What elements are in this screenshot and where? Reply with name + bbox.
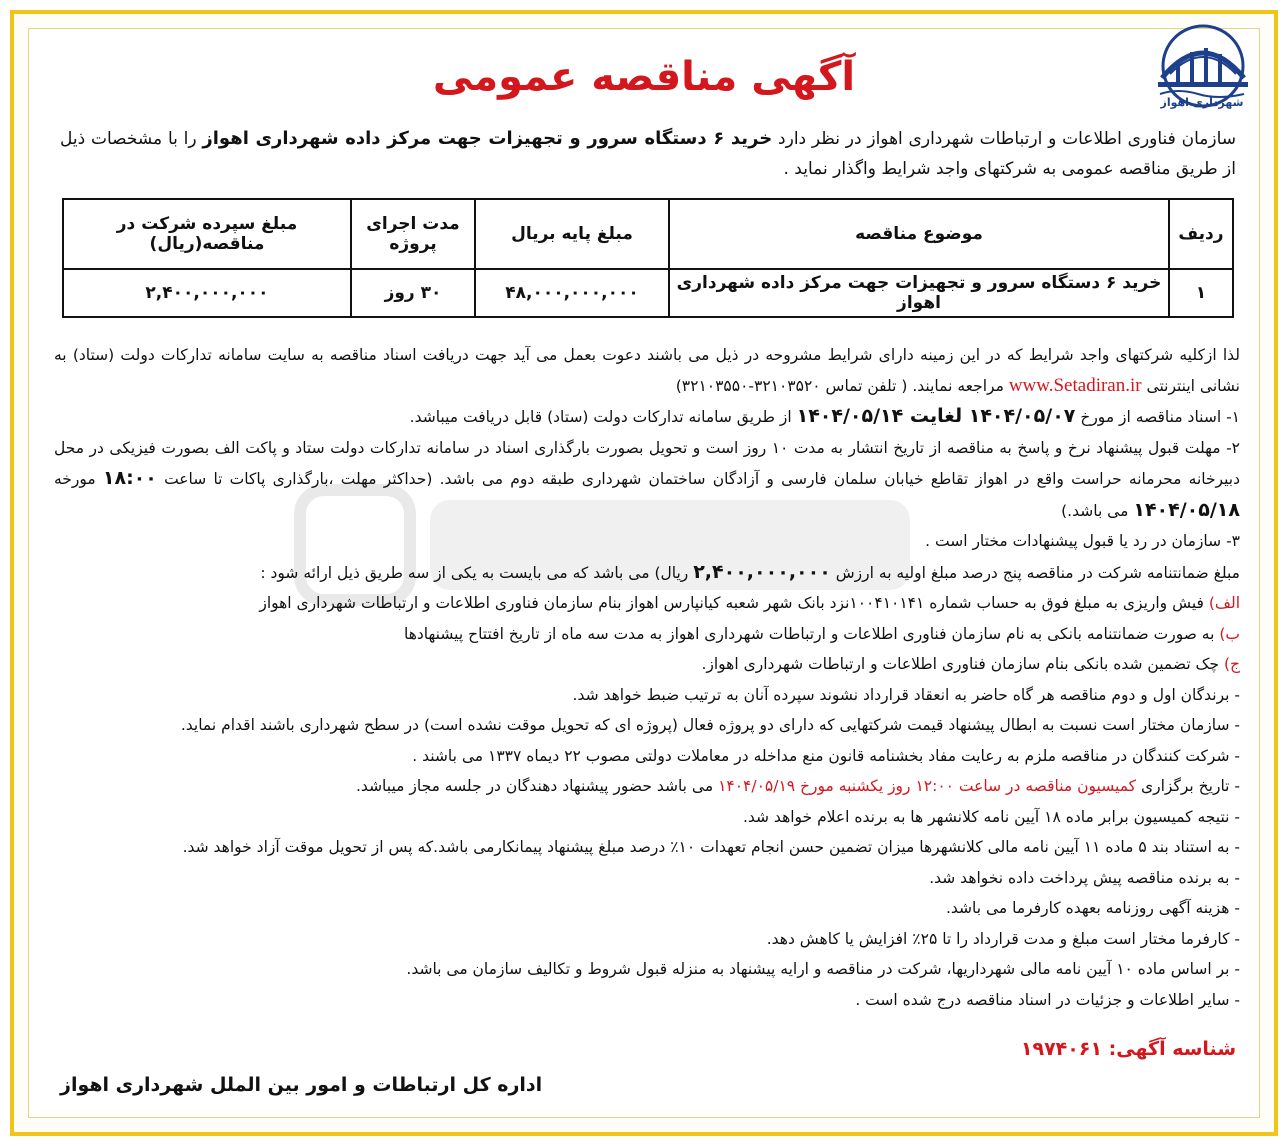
bullet-5: - نتیجه کمیسیون برابر ماده ۱۸ آیین نامه کلانشهر ها به برنده اعلام خواهد شد. xyxy=(742,807,1240,826)
item-2-tail: می باشد.) xyxy=(1061,501,1134,520)
bullet-1: - برندگان اول و دوم مناقصه هر گاه حاضر به انعقاد قرارداد نشوند سپرده آنان به ترتیب ضبط خواهد شد. xyxy=(572,685,1240,704)
intro-after: را با مشخصات ذیل از طریق مناقصه عمومی به شرکتهای واجد شرایط واگذار نماید . xyxy=(60,129,1236,179)
issuing-organization: اداره کل ارتباطات و امور بین الملل شهرداری اهواز xyxy=(60,1074,543,1096)
bullet-4-text: - تاریخ برگزاری xyxy=(1136,777,1240,795)
cell-duration: ۳۰ روز xyxy=(351,269,475,317)
intro-bold: خرید ۶ دستگاه سرور و تجهیزات جهت مرکز داده شهرداری اهواز xyxy=(202,128,773,149)
bullet-6: - به استناد بند ۵ ماده ۱۱ آیین نامه مالی کلانشهرها میزان تضمین حسن انجام تعهدات ۱۰٪ درصد مبلغ پیشنهاد پیمانکارمی باشد.که پس از تحویل موقت آزاد خواهد شد. xyxy=(182,838,1240,856)
bullet-4-commission: کمیسیون مناقصه در ساعت ۱۲:۰۰ روز یکشنبه مورخ ۱۴۰۴/۰۵/۱۹ xyxy=(718,777,1137,795)
header-row-number: ردیف xyxy=(1169,199,1233,269)
table-row xyxy=(63,269,1233,317)
bullet-11: - سایر اطلاعات و جزئیات در اسناد مناقصه درج شده است . xyxy=(855,990,1240,1009)
item-3: ۳- سازمان در رد یا قبول پیشنهادات مختار است . xyxy=(925,532,1240,550)
invitation-text: لذا ازکلیه شرکتهای واجد شرایط که در این زمینه دارای شرایط مشروحه در ذیل می باشند دعوت بعمل می آید جهت دریافت اسناد مناقصه به سایت سامانه تدارکات دولت (ستاد) به نشانی اینترنتی xyxy=(54,346,1240,395)
option-c-label: ج) xyxy=(1223,655,1240,673)
bullet-3: - شرکت کنندگان در مناقصه ملزم به رعایت مفاد بخشنامه قانون منع مداخله در معاملات دولتی مصوب ۲۲ دیماه ۱۳۳۷ می باشند . xyxy=(412,746,1240,765)
bullet-9: - کارفرما مختار است مبلغ و مدت قرارداد را تا ۲۵٪ افزایش یا کاهش دهد. xyxy=(766,929,1240,948)
table-header-row xyxy=(63,199,1233,269)
website-link[interactable]: www.Setadiran.ir xyxy=(1008,374,1142,396)
notice-title: آگهی مناقصه عمومی xyxy=(432,54,856,100)
item-2-time: ۱۸:۰۰ xyxy=(102,467,157,489)
option-a-label: الف) xyxy=(1208,594,1240,612)
bullet-4 xyxy=(54,771,1240,802)
guarantee-amount: ۲,۴۰۰,۰۰۰,۰۰۰ xyxy=(693,560,831,583)
bullet-10: - بر اساس ماده ۱۰ آیین نامه مالی شهرداریها، شرکت در مناقصه و ارایه پیشنهاد به منزله قبول شروط و تکالیف سازمان می باشد. xyxy=(406,960,1240,978)
option-b-text: به صورت ضمانتنامه بانکی به نام سازمان فناوری اطلاعات و ارتباطات شهرداری اهواز به مدت سه ماه از تاریخ افتتاح پیشنهادها xyxy=(403,624,1220,643)
option-b-label: ب) xyxy=(1219,624,1240,643)
option-b xyxy=(54,619,1240,650)
guarantee-paragraph xyxy=(54,557,1240,589)
item-1-text: ۱- اسناد مناقصه از مورخ xyxy=(1075,408,1240,426)
intro-paragraph xyxy=(60,124,1236,184)
guarantee-tail: ریال) می باشد که می بایست به یکی از سه طریق ذیل ارائه شود : xyxy=(260,563,694,582)
logo-caption: شهرداری اهواز xyxy=(1160,96,1244,109)
ad-identifier: شناسه آگهی: ۱۹۷۴۰۶۱ xyxy=(1020,1038,1236,1060)
item-2-mid: مورخه xyxy=(54,470,103,488)
bullet-8: - هزینه آگهی روزنامه بعهده کارفرما می باشد. xyxy=(945,899,1240,917)
item-2-date: ۱۴۰۴/۰۵/۱۸ xyxy=(1133,498,1240,521)
bullet-4-tail: می باشد حضور پیشنهاد دهندگان در جلسه مجاز میباشد. xyxy=(356,777,719,795)
header-deposit: مبلغ سپرده شرکت در مناقصه(ریال) xyxy=(63,199,351,269)
bullet-7: - به برنده مناقصه پیش پرداخت داده نخواهد شد. xyxy=(929,868,1240,887)
option-c-text: چک تضمین شده بانکی بنام سازمان فناوری اطلاعات و ارتباطات شهرداری اهواز. xyxy=(701,655,1224,673)
tender-table xyxy=(62,198,1234,318)
item-2 xyxy=(54,433,1240,527)
header-subject: موضوع مناقصه xyxy=(669,199,1169,269)
cell-base-price: ۴۸,۰۰۰,۰۰۰,۰۰۰ xyxy=(475,269,669,317)
option-c xyxy=(54,649,1240,680)
option-a xyxy=(54,588,1240,619)
header-base-price: مبلغ پایه بریال xyxy=(475,199,669,269)
contact-text: مراجعه نمایند. ( تلفن تماس ۳۲۱۰۳۵۲۰-۳۲۱۰۳۵۵۰) xyxy=(675,376,1009,395)
item-2-text: ۲- مهلت قبول پیشنهاد نرخ و پاسخ به مناقصه از تاریخ انتشار به مدت ۱۰ روز است و تحویل بصورت بارگذاری اسناد در سامانه تدارکات دولت ستاد و پاکت الف بصورت فیزیکی در محل دبیرخانه محرمانه حراست واقع در اهواز تقاطع خیابان سلمان فارسی و آزادگان ساختمان شهرداری طبقه دوم می باشد. (حداکثر مهلت ،بارگذاری پاکات تا ساعت xyxy=(54,438,1241,488)
intro-before: سازمان فناوری اطلاعات و ارتباطات شهرداری اهواز در نظر دارد xyxy=(772,129,1237,149)
notice-body xyxy=(54,340,1240,1015)
item-1-tail: از طریق سامانه تدارکات دولت (ستاد) قابل دریافت میباشد. xyxy=(409,408,797,426)
item-1-dates: ۱۴۰۴/۰۵/۰۷ لغایت ۱۴۰۴/۰۵/۱۴ xyxy=(796,405,1076,427)
option-a-text: فیش واریزی به مبلغ فوق به حساب شماره ۱۰۰۴۱۰۱۴۱نزد بانک شهر شعبه کیانپارس اهواز بنام سازمان فناوری اطلاعات و ارتباطات شهرداری اهواز xyxy=(259,594,1209,612)
item-1 xyxy=(54,401,1240,433)
header-duration: مدت اجرای پروژه xyxy=(351,199,475,269)
bullet-2: - سازمان مختار است نسبت به ابطال پیشنهاد قیمت شرکتهایی که دارای دو پروژه فعال (پروژه ای که تحویل موقت نشده است) در سطح شهرداری باشند اقدام نماید. xyxy=(180,716,1240,734)
cell-row-number: ۱ xyxy=(1169,269,1233,317)
paragraph-invitation xyxy=(54,340,1240,401)
cell-deposit: ۲,۴۰۰,۰۰۰,۰۰۰ xyxy=(63,269,351,317)
cell-subject: خرید ۶ دستگاه سرور و تجهیزات جهت مرکز داده شهرداری اهواز xyxy=(669,269,1169,317)
guarantee-text: مبلغ ضمانتنامه شرکت در مناقصه پنج درصد مبلغ اولیه به ارزش xyxy=(830,563,1240,582)
